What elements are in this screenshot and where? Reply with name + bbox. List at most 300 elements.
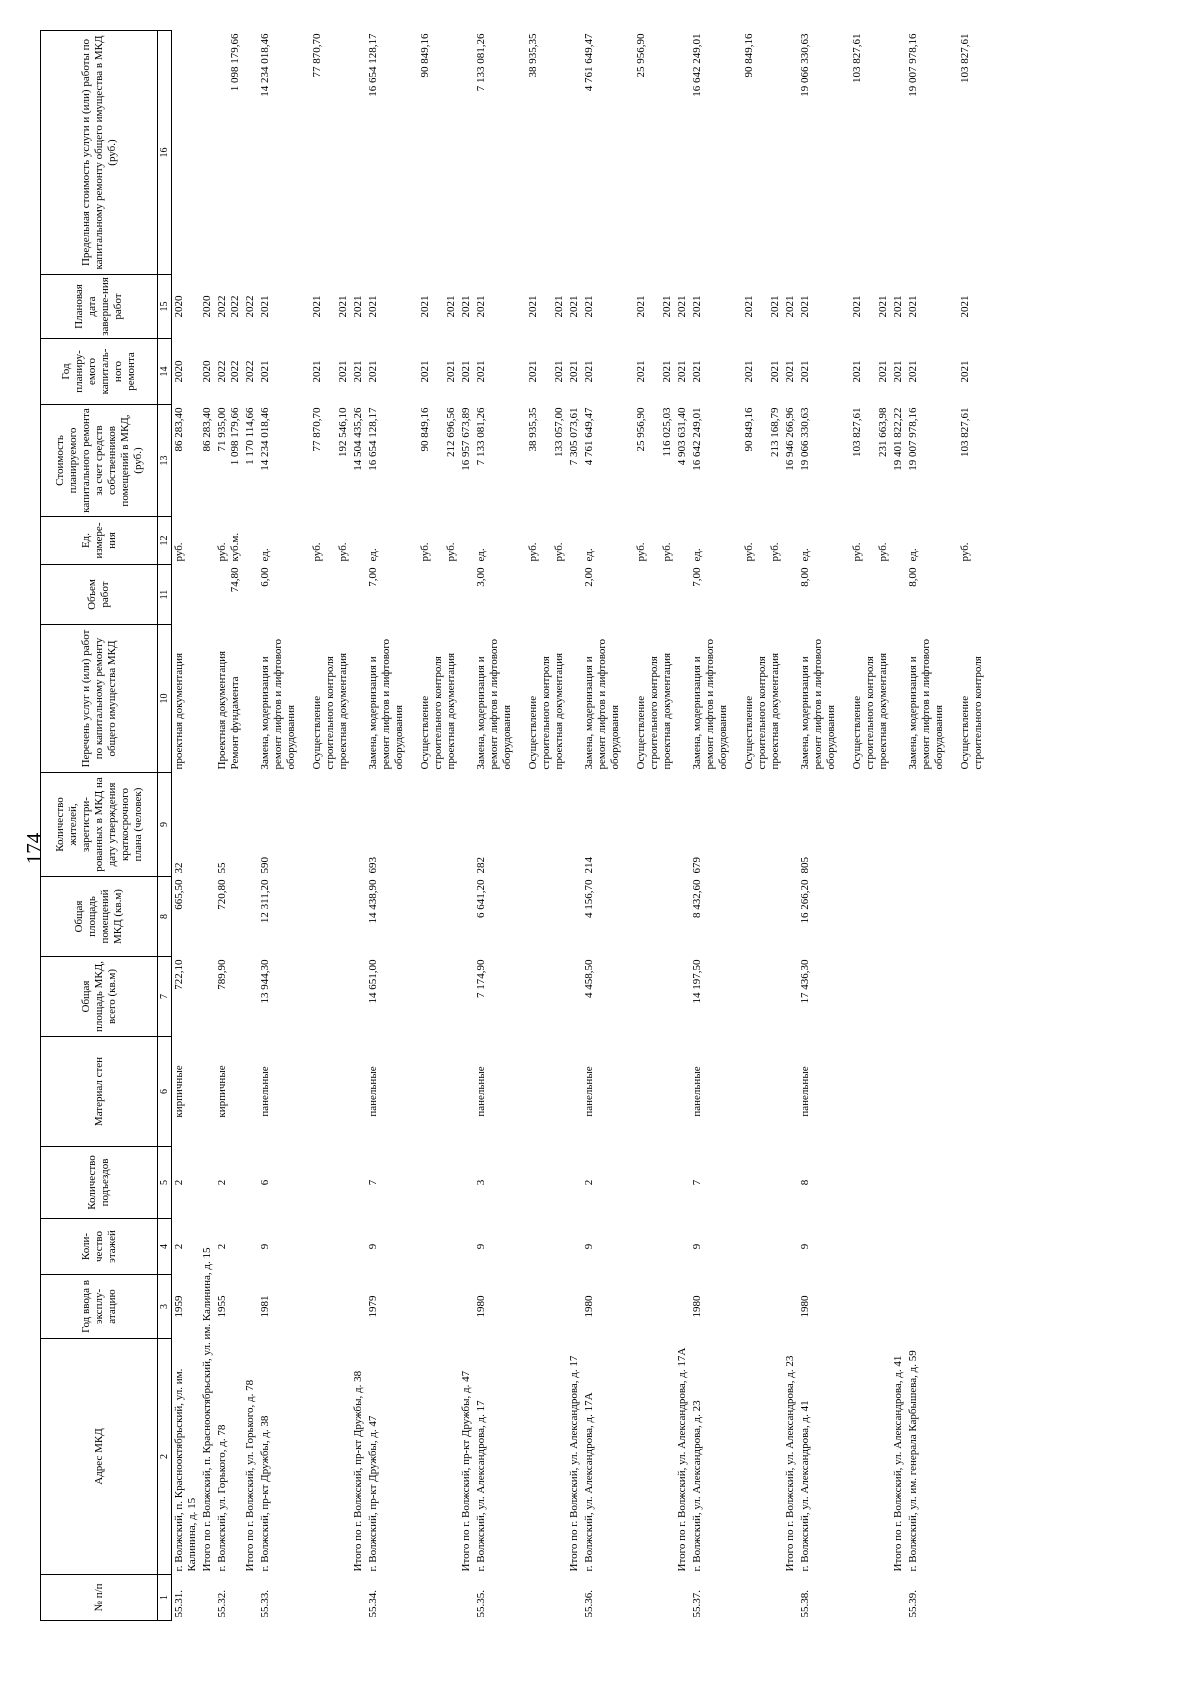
cell-line xyxy=(769,34,782,272)
cell-list xyxy=(172,339,201,405)
column-header: Общая площадь МКД, всего (кв.м) xyxy=(41,957,158,1037)
cell-line: 2021 xyxy=(769,360,781,383)
cell-line: 2021 xyxy=(583,295,595,318)
total-row xyxy=(243,31,258,1621)
table-cell: 6 641,20 xyxy=(475,879,487,918)
cell-line: ед. xyxy=(583,548,595,562)
table-cell xyxy=(906,773,986,877)
cell-line: Осуществление строительного контроля xyxy=(635,656,660,770)
cell-list xyxy=(582,517,675,565)
cell-line: 2021 xyxy=(553,295,565,318)
cell-list xyxy=(366,31,459,275)
cell-line: 19 066 330,63 xyxy=(799,407,811,471)
cell-line: 16 654 128,17 xyxy=(367,407,379,471)
cell-line: 2021 xyxy=(583,360,595,383)
table-cell: 55.34. xyxy=(367,1590,379,1618)
cell-list xyxy=(366,565,459,625)
cell-list xyxy=(172,517,201,565)
cell-list xyxy=(798,339,891,405)
total-cell: 2021 xyxy=(784,360,796,383)
total-row xyxy=(783,31,798,1621)
table-cell: 55.38. xyxy=(799,1590,811,1618)
cell-list xyxy=(215,275,243,339)
total-cell: Итого по г. Волжский, пр-кт Дружбы, д. 47 xyxy=(460,1370,472,1572)
cell-line: 2021 xyxy=(445,360,457,383)
blank-cell xyxy=(783,1575,798,1621)
table-cell: 55.37. xyxy=(691,1590,703,1618)
table-cell: 17 436,30 xyxy=(799,959,811,1004)
cell-line: руб. xyxy=(311,542,323,562)
cell-line xyxy=(527,568,553,622)
table-row xyxy=(798,31,891,1621)
table-cell xyxy=(906,1037,986,1147)
cell-list xyxy=(258,565,351,625)
column-number: 1 xyxy=(158,1575,172,1621)
column-number: 3 xyxy=(158,1275,172,1339)
cell-line: руб. xyxy=(877,542,889,562)
table-cell: 1980 xyxy=(799,1295,811,1318)
cell-line: 7 133 081,26 xyxy=(475,407,487,466)
cell-line: Замена, модернизация и ремонт лифтов и лифтового оборудования xyxy=(259,638,297,770)
cell-list xyxy=(798,565,891,625)
total-cell: 2021 xyxy=(568,360,580,383)
cell-list xyxy=(906,517,986,565)
cell-line: ед. xyxy=(475,548,487,562)
cell-line: 86 283,40 xyxy=(173,407,185,452)
cell-line: 74,80 xyxy=(229,567,241,593)
cell-line: Осуществление строительного контроля xyxy=(527,656,552,770)
cell-line: Осуществление строительного контроля xyxy=(851,656,876,770)
table-cell: 9 xyxy=(583,1243,595,1250)
column-header: Перечень услуг и (или) работ по капитальному ремонту общего имущества МКД xyxy=(41,625,158,773)
cell-line xyxy=(959,568,985,622)
cell-line: 2021 xyxy=(367,295,379,318)
blank-cell xyxy=(200,1575,215,1621)
blank-cell xyxy=(243,1575,258,1621)
total-cell: Итого по г. Волжский, ул. Александрова, д. 41 xyxy=(892,1355,904,1572)
cell-list xyxy=(690,275,783,339)
cell-list xyxy=(690,517,783,565)
column-number: 15 xyxy=(158,275,172,339)
cell-line: 90 849,16 xyxy=(419,33,431,78)
cell-line: 2021 xyxy=(259,295,271,318)
repair-plan-table xyxy=(40,30,986,1621)
cell-line: 19 007 978,16 xyxy=(907,407,919,471)
total-cell: Итого по г. Волжский, ул. Горького, д. 78 xyxy=(244,1379,256,1572)
cell-line xyxy=(216,34,229,272)
cell-line: 2021 xyxy=(743,360,755,383)
cell-line: 2,00 xyxy=(583,567,595,587)
cell-line: руб. xyxy=(419,542,431,562)
total-cell: 2021 xyxy=(352,360,364,383)
total-cell: 19 401 822,22 xyxy=(892,407,904,471)
cell-line: 2021 xyxy=(527,295,539,318)
table-cell: г. Волжский, ул. Горького, д. 78 xyxy=(216,1424,228,1572)
cell-line: 25 956,90 xyxy=(635,407,647,452)
cell-line: руб. xyxy=(661,542,673,562)
cell-line: 2021 xyxy=(799,360,811,383)
cell-line xyxy=(851,568,877,622)
table-cell: панельные xyxy=(367,1066,379,1117)
cell-line: Осуществление строительного контроля xyxy=(743,656,768,770)
table-cell: 590 xyxy=(259,857,271,874)
cell-line: 4 761 649,47 xyxy=(583,33,595,92)
table-cell: 55.39. xyxy=(907,1590,919,1618)
cell-line: проектная документация xyxy=(661,652,673,770)
cell-line: 90 849,16 xyxy=(743,407,755,452)
cell-line xyxy=(337,34,350,272)
cell-list xyxy=(366,339,459,405)
cell-line: 16 642 249,01 xyxy=(691,33,703,97)
blank-cell xyxy=(459,1575,474,1621)
cell-line: куб.м. xyxy=(229,532,241,562)
cell-list xyxy=(906,339,986,405)
column-header: Общая площадь помещений МКД (кв.м) xyxy=(41,877,158,957)
table-wrapper xyxy=(40,31,1180,1621)
cell-line: Замена, модернизация и ремонт лифтов и лифтового оборудования xyxy=(907,638,945,770)
table-cell: 2 xyxy=(173,1243,185,1250)
cell-line: 2021 xyxy=(311,360,323,383)
cell-list xyxy=(258,275,351,339)
total-cell: 2022 xyxy=(244,360,256,383)
cell-line: 38 935,35 xyxy=(527,407,539,452)
table-row xyxy=(582,31,675,1621)
table-cell: 8 xyxy=(799,1179,811,1186)
blank-cell xyxy=(567,1575,582,1621)
total-cell: 86 283,40 xyxy=(201,407,213,452)
column-header: Предельная стоимость услуги и (или) работы по капитальному ремонту общего имущества в МКД (руб.) xyxy=(41,31,158,275)
table-cell: 805 xyxy=(799,857,811,874)
cell-line: 14 234 018,46 xyxy=(259,407,271,471)
table-cell: 693 xyxy=(367,857,379,874)
table-cell: 2 xyxy=(216,1179,228,1186)
cell-line xyxy=(553,34,566,272)
cell-line: 38 935,35 xyxy=(527,33,539,78)
cell-line: 2021 xyxy=(475,295,487,318)
cell-list xyxy=(690,339,783,405)
cell-list xyxy=(582,625,675,773)
cell-line: руб. xyxy=(635,542,647,562)
table-cell: 722,10 xyxy=(173,959,185,990)
cell-line: 90 849,16 xyxy=(419,407,431,452)
column-number: 10 xyxy=(158,625,172,773)
table-cell: 9 xyxy=(367,1243,379,1250)
table-cell: 4 156,70 xyxy=(583,879,595,918)
cell-list xyxy=(258,517,351,565)
cell-line: руб. xyxy=(445,542,457,562)
column-number-row xyxy=(158,31,172,1621)
table-cell: г. Волжский, ул. Александрова, д. 17 xyxy=(475,1400,487,1572)
table-cell: г. Волжский, ул. Александрова, д. 41 xyxy=(799,1400,811,1572)
cell-line: руб. xyxy=(743,542,755,562)
cell-list xyxy=(582,565,675,625)
total-cell: 2021 xyxy=(892,295,904,318)
cell-list xyxy=(906,405,986,517)
cell-line: 2021 xyxy=(259,360,271,383)
cell-line: 7 133 081,26 xyxy=(475,33,487,92)
column-header: Материал стен xyxy=(41,1037,158,1147)
total-row xyxy=(567,31,582,1621)
column-number: 8 xyxy=(158,877,172,957)
cell-line: 2021 xyxy=(769,295,781,318)
cell-line xyxy=(769,568,782,622)
total-cell: Итого по г. Волжский, п. Краснооктябрьский, ул. им. Калинина, д. 15 xyxy=(201,1247,213,1572)
table-cell: 55.31. xyxy=(173,1590,185,1618)
cell-line: 8,00 xyxy=(799,567,811,587)
header-row xyxy=(41,31,158,1621)
table-cell: панельные xyxy=(475,1066,487,1117)
total-cell: 2022 xyxy=(244,295,256,318)
cell-line: проектная документация xyxy=(445,652,457,770)
cell-list xyxy=(258,339,351,405)
cell-list xyxy=(474,405,567,517)
cell-line: Замена, модернизация и ремонт лифтов и лифтового оборудования xyxy=(367,638,405,770)
cell-list xyxy=(215,625,243,773)
column-number: 7 xyxy=(158,957,172,1037)
table-cell: 7 xyxy=(691,1179,703,1186)
total-cell: Итого по г. Волжский, ул. Александрова, д. 17 xyxy=(568,1355,580,1572)
table-cell xyxy=(906,877,986,957)
cell-line: 8,00 xyxy=(907,567,919,587)
cell-line: руб. xyxy=(769,542,781,562)
table-cell: 6 xyxy=(259,1179,271,1186)
cell-line: 103 827,61 xyxy=(851,407,863,457)
table-cell: г. Волжский, ул. Александрова, д. 17А xyxy=(583,1392,595,1572)
cell-list xyxy=(906,275,986,339)
cell-line: 103 827,61 xyxy=(959,407,971,457)
table-cell: 1959 xyxy=(173,1295,185,1318)
column-number: 5 xyxy=(158,1147,172,1219)
cell-list xyxy=(366,405,459,517)
cell-line: 2021 xyxy=(527,360,539,383)
cell-line: 2021 xyxy=(907,295,919,318)
cell-line xyxy=(635,568,661,622)
table-cell: г. Волжский, пр-кт Дружбы, д. 47 xyxy=(367,1415,379,1572)
total-row xyxy=(891,31,906,1621)
table-cell: 3 xyxy=(475,1179,487,1186)
column-number: 16 xyxy=(158,31,172,275)
blank-cell xyxy=(351,1575,366,1621)
cell-list xyxy=(582,405,675,517)
cell-list xyxy=(474,565,567,625)
cell-list xyxy=(172,625,201,773)
table-cell: панельные xyxy=(799,1066,811,1117)
cell-line: 213 168,79 xyxy=(769,407,781,457)
table-cell: 665,50 xyxy=(173,879,185,910)
table-cell: панельные xyxy=(583,1066,595,1117)
cell-line: 2021 xyxy=(635,295,647,318)
cell-list xyxy=(798,31,891,275)
cell-line: 2021 xyxy=(311,295,323,318)
table-cell: г. Волжский, ул. Александрова, д. 23 xyxy=(691,1400,703,1572)
cell-list xyxy=(172,405,201,517)
total-cell xyxy=(200,31,215,275)
table-cell: 4 458,50 xyxy=(583,959,595,998)
cell-line: 2021 xyxy=(445,295,457,318)
total-cell: Итого по г. Волжский, пр-кт Дружбы, д. 38 xyxy=(352,1370,364,1572)
blank-cell xyxy=(891,1575,906,1621)
table-row xyxy=(690,31,783,1621)
cell-line: 2022 xyxy=(229,295,241,318)
cell-line: 1 098 179,66 xyxy=(229,407,241,466)
total-row xyxy=(200,31,215,1621)
cell-line: 3,00 xyxy=(475,567,487,587)
table-cell: 1955 xyxy=(216,1295,228,1318)
cell-list xyxy=(906,625,986,773)
column-number: 2 xyxy=(158,1339,172,1575)
cell-list xyxy=(474,625,567,773)
cell-line: 14 234 018,46 xyxy=(259,33,271,97)
cell-list xyxy=(366,625,459,773)
cell-line: 2021 xyxy=(419,360,431,383)
table-cell: 55.36. xyxy=(583,1590,595,1618)
cell-list xyxy=(258,31,351,275)
cell-line: 90 849,16 xyxy=(743,33,755,78)
table-cell: 1980 xyxy=(583,1295,595,1318)
cell-line: проектная документация xyxy=(877,652,889,770)
cell-line: 2021 xyxy=(851,360,863,383)
cell-line: 2021 xyxy=(877,295,889,318)
table-cell: панельные xyxy=(259,1066,271,1117)
table-cell xyxy=(906,1275,986,1339)
table-cell xyxy=(906,1147,986,1219)
table-cell: 1981 xyxy=(259,1295,271,1318)
table-cell xyxy=(906,957,986,1037)
table-cell: г. Волжский, ул. им. генерала Карбышева, д. 59 xyxy=(907,1350,919,1572)
cell-list xyxy=(215,31,243,275)
cell-line xyxy=(173,34,186,272)
cell-line: 133 057,00 xyxy=(553,407,565,457)
cell-line: 116 025,03 xyxy=(661,407,673,457)
total-cell xyxy=(567,31,582,275)
cell-line: 2021 xyxy=(907,360,919,383)
cell-line: 19 066 330,63 xyxy=(799,33,811,97)
table-cell: кирпичные xyxy=(216,1065,228,1118)
total-row xyxy=(675,31,690,1621)
cell-list xyxy=(172,565,201,625)
cell-line: Осуществление строительного контроля xyxy=(419,656,444,770)
cell-line: 2021 xyxy=(691,360,703,383)
cell-list xyxy=(582,339,675,405)
cell-line: 16 642 249,01 xyxy=(691,407,703,471)
table-cell: 14 438,90 xyxy=(367,879,379,924)
cell-line: 2021 xyxy=(959,295,971,318)
cell-line: руб. xyxy=(959,542,971,562)
cell-line: 2020 xyxy=(173,360,185,383)
table-cell: 9 xyxy=(259,1243,271,1250)
cell-line: 2021 xyxy=(337,360,349,383)
total-cell: 2021 xyxy=(352,295,364,318)
column-number: 14 xyxy=(158,339,172,405)
cell-line xyxy=(661,568,674,622)
total-cell: 4 903 631,40 xyxy=(676,407,688,466)
table-cell: 8 432,60 xyxy=(691,879,703,918)
cell-line: 71 935,00 xyxy=(216,407,228,452)
table-cell: 2 xyxy=(583,1179,595,1186)
cell-line: 2021 xyxy=(959,360,971,383)
cell-list xyxy=(474,31,567,275)
table-row xyxy=(906,31,986,1621)
cell-list xyxy=(906,31,986,275)
cell-list xyxy=(474,275,567,339)
cell-line xyxy=(337,568,350,622)
total-cell: 16 946 266,96 xyxy=(784,407,796,471)
cell-line: 2021 xyxy=(661,360,673,383)
column-header: № п/п xyxy=(41,1575,158,1621)
table-cell: 214 xyxy=(583,857,595,874)
cell-list xyxy=(215,517,243,565)
table-cell: 14 651,00 xyxy=(367,959,379,1004)
total-cell: 2021 xyxy=(568,295,580,318)
table-cell: 32 xyxy=(173,862,185,874)
cell-line: Осуществление строительного контроля xyxy=(311,656,336,770)
table-cell: 2 xyxy=(216,1243,228,1250)
cell-line: 25 956,90 xyxy=(635,33,647,78)
cell-line: 2020 xyxy=(173,295,185,318)
cell-list xyxy=(474,517,567,565)
table-body xyxy=(172,31,987,1621)
total-cell: 2021 xyxy=(460,295,472,318)
cell-line: 2022 xyxy=(216,360,228,383)
cell-line: 2021 xyxy=(367,360,379,383)
column-number: 13 xyxy=(158,405,172,517)
total-cell: 7 305 073,61 xyxy=(568,407,580,466)
total-cell: Итого по г. Волжский, ул. Александрова, д. 23 xyxy=(784,1355,796,1572)
total-cell xyxy=(675,31,690,275)
cell-line: 2022 xyxy=(229,360,241,383)
cell-list xyxy=(172,31,201,275)
table-row xyxy=(474,31,567,1621)
cell-line xyxy=(445,34,458,272)
table-cell: 9 xyxy=(799,1243,811,1250)
cell-line: Замена, модернизация и ремонт лифтов и лифтового оборудования xyxy=(583,638,621,770)
cell-line xyxy=(877,568,890,622)
cell-line: Осуществление строительного контроля xyxy=(959,656,984,770)
cell-line: 4 761 649,47 xyxy=(583,407,595,466)
total-cell: 2021 xyxy=(784,295,796,318)
column-header: Плановая дата заверше-ния работ xyxy=(41,275,158,339)
column-number: 9 xyxy=(158,773,172,877)
total-row xyxy=(351,31,366,1621)
table-cell: 55.35. xyxy=(475,1590,487,1618)
cell-line xyxy=(553,568,566,622)
cell-line: 212 696,56 xyxy=(445,407,457,457)
cell-list xyxy=(798,517,891,565)
total-cell: 2021 xyxy=(676,295,688,318)
cell-line: 2021 xyxy=(799,295,811,318)
table-cell: 13 944,30 xyxy=(259,959,271,1004)
cell-line: 2021 xyxy=(419,295,431,318)
table-cell: 2 xyxy=(173,1179,185,1186)
cell-line: 1 098 179,66 xyxy=(229,33,241,92)
total-cell: 2021 xyxy=(676,360,688,383)
table-cell: 679 xyxy=(691,857,703,874)
cell-line xyxy=(311,568,337,622)
cell-line: ед. xyxy=(367,548,379,562)
cell-list xyxy=(582,31,675,275)
cell-line: проектная документация xyxy=(553,652,565,770)
total-cell xyxy=(459,31,474,275)
table-cell: 282 xyxy=(475,857,487,874)
cell-list xyxy=(215,405,243,517)
cell-line xyxy=(216,568,229,622)
total-cell: 14 504 435,26 xyxy=(352,407,364,471)
cell-line: 2021 xyxy=(877,360,889,383)
cell-line: руб. xyxy=(851,542,863,562)
cell-line: 2021 xyxy=(635,360,647,383)
cell-line: 192 546,10 xyxy=(337,407,349,457)
table-cell: г. Волжский, п. Краснооктябрьский, ул. им. Калинина, д. 15 xyxy=(173,1368,198,1572)
